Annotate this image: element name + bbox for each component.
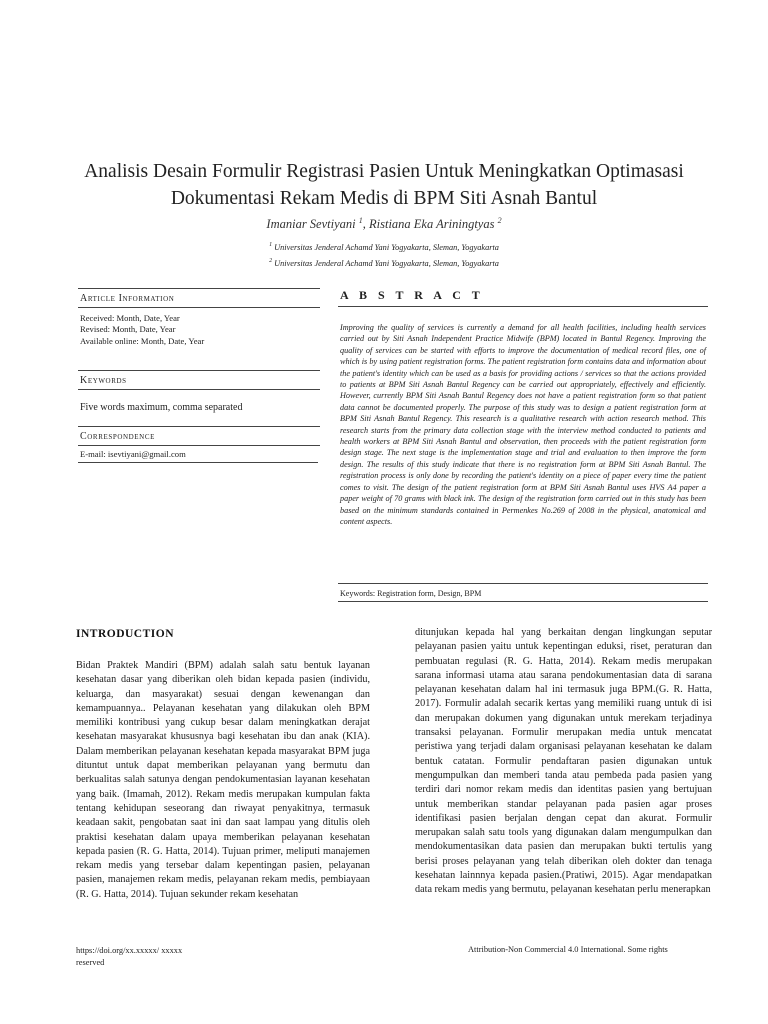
doi-link[interactable]: https://doi.org/xx.xxxxx/ xxxxx — [76, 946, 183, 955]
author-separator: , — [362, 217, 369, 232]
paper-title — [60, 158, 708, 212]
author-1: Imaniar Sevtiyani — [266, 217, 356, 232]
keywords-heading: Keywords — [78, 370, 320, 390]
footer-reserved: reserved — [76, 958, 105, 967]
article-info-dates — [80, 313, 204, 347]
abstract-bottom-rule — [338, 583, 708, 584]
license-statement: Attribution-Non Commercial 4.0 International. Some rights — [468, 945, 668, 954]
available-online-date: Available online: Month, Date, Year — [80, 335, 205, 346]
paper-title-line-1: Analisis Desain Formulir Registrasi Pasien Untuk Meningkatkan Optimasasi — [84, 161, 684, 182]
correspondence-heading: Correspondence — [78, 426, 320, 446]
affiliation-1 — [60, 242, 708, 252]
affiliation-2-text: Universitas Jenderal Achamd Yani Yogyakarta, Sleman, Yogyakarta — [274, 258, 499, 268]
author-2: Ristiana Eka Ariningtyas — [369, 217, 495, 232]
affiliation-2 — [60, 258, 708, 268]
correspondence-bottom-rule — [78, 462, 318, 463]
abstract-body: Improving the quality of services is currently a demand for all health facilities, including health services carried out by Siti Asnah Independent Practice Midwife (BPM) located in Bantul Regency. Improving the quality of services can be started with efforts to improve the documentation of medical record files, one of which is by using patient registration forms. The patient registration form contains data and information about the patient's identity which can be used as a basis for providing actions / services so that the actions provided to patients at BPM Siti Asnah Bantul Regency can be carried out appropriately, effectively and efficiently. However, currently BPM Siti Asnah Bantul Regency does not have a patient registration form so that patient data cannot be documented properly. The purpose of this study was to design a patient registration form at BPM Siti Asnah Bantul Regency. This research is a qualitative research with action research method. This research starts from the primary data collection stage with the interview method conducted to patients and health workers at BPM Siti Asnah Bantul and observation, then proceeds with the patient registration form design stage. The next stage is the implementation stage and trial and evaluation to then improve the form design. The results of this study indicate that there is no registration form at BPM Siti Asnah Bantul. The registration process is only done by recording the patient's identity on a piece of paper every time the patient comes to visit. The design of the patient registration form at BPM Siti Asnah Bantul uses HVS A4 paper a paper weight of 70 grams with black ink. The design of the registration form carried out in this study has been based on the minimum standards contained in Permenkes No.269 of 2008 in the physical, anatomical and content aspects. — [340, 323, 706, 526]
author-list — [60, 216, 708, 232]
author-2-affiliation-mark: 2 — [497, 216, 502, 225]
article-info-heading: Article Information — [78, 288, 320, 308]
received-date: Received: Month, Date, Year — [80, 313, 180, 323]
affiliation-2-mark: 2 — [269, 258, 273, 264]
abstract-keywords: Keywords: Registration form, Design, BPM — [340, 589, 482, 598]
correspondence-email: E-mail: isevtiyani@gmail.com — [80, 449, 186, 459]
affiliation-1-mark: 1 — [269, 242, 273, 248]
abstract-top-rule — [338, 306, 708, 307]
introduction-column-1: Bidan Praktek Mandiri (BPM) adalah salah satu bentuk layanan kesehatan dasar yang diberikan oleh bidan kepada pasien (individu, keluarga, dan masyarakat) sesuai dengan kewenangan dan kemampuannya.. Pelayanan kesehatan yang dilakukan oleh BPM memiliki kontribusi yang cukup besar dalam meningkatkan derajat kesehatan masyarakat khususnya bagi kesehatan ibu dan anak (KIA). Dalam memberikan pelayanan kesehatan kepada masyarakat BPM juga dituntut untuk dapat memberikan pelayanan yang bermutu dan berkualitas salah satunya dengan pendokumentasian layanan kesehatan yang baik. (Imamah, 2012). Rekam medis merupakan kumpulan fakta tentang kehidupan seseorang dan riwayat penyakitnya, termasuk keadaan sakit, pengobatan saat ini dan saat lampau yang ditulis oleh praktisi kesehatan dalam upaya memberikan pelayanan kesehatan kepada pasien (R. G. Hatta, 2014). Tujuan primer, meliputi manajemen rekam medis yang tersebar dalam kepentingan pasien, pelayanan pasien, manajemen rekam medis, pelayanan rekam medis, pembiayaan (R. G. Hatta, 2014). Tujuan sekunder rekam kesehatan — [76, 660, 370, 900]
author-1-affiliation-mark: 1 — [358, 216, 363, 225]
paper-title-line-2: Dokumentasi Rekam Medis di BPM Siti Asnah Bantul — [170, 188, 598, 209]
revised-date: Revised: Month, Date, Year — [80, 324, 176, 335]
introduction-heading: INTRODUCTION — [76, 628, 175, 640]
abstract-keywords-rule — [338, 601, 708, 602]
abstract-heading: A B S T R A C T — [340, 288, 484, 302]
keywords-text: Five words maximum, comma separated — [80, 402, 243, 413]
footer-left — [76, 945, 182, 969]
introduction-column-2: ditunjukan kepada hal yang berkaitan dengan lingkungan seputar pelayanan pasien yaitu untuk kepentingan eduksi, riset, peraturan dan pembuatan regulasi (R. G. Hatta, 2014). Rekam medis merupakan sarana informasi utama atau sarana pendokumentasian data di sarana pelayanan kesehatan dalam hal ini termasuk juga BPM.(G. R. Hatta, 2017). Formulir adalah secarik kertas yang memiliki ruang untuk di isi dan merupakan dokumen yang digunakan untuk merekam terjadinya transaksi pelayanan. Formulir merupakan media untuk mencatat peristiwa yang terjadi dalam organisasi pelayanan kesehatan ke dalam bentuk catatan. Formulir pendaftaran pasien digunakan untuk mengumpulkan dan memberi tanda atau pembeda pada pasien yang terdiri dari nomor rekam medis dan identitas pasien yang bertujuan untuk memberikan standar pelayanan pada pasien agar proses identifikasi pasien berjalan dengan cepat dan akurat. Formulir merupakan salah satu tools yang digunakan dalam mengumpulkan dan mendokumentasikan data pasien dan merupakan bukti tertulis yang berisi proses pelayanan yang telah diberikan oleh dokter dan tenaga kesehatan lainnnya kepada pasien.(Pratiwi, 2015). Agar mendapatkan data rekam medis yang bermutu, pelayanan kesehatan perlu menerapkan — [415, 627, 712, 896]
affiliation-1-text: Universitas Jenderal Achamd Yani Yogyakarta, Sleman, Yogyakarta — [274, 242, 499, 252]
